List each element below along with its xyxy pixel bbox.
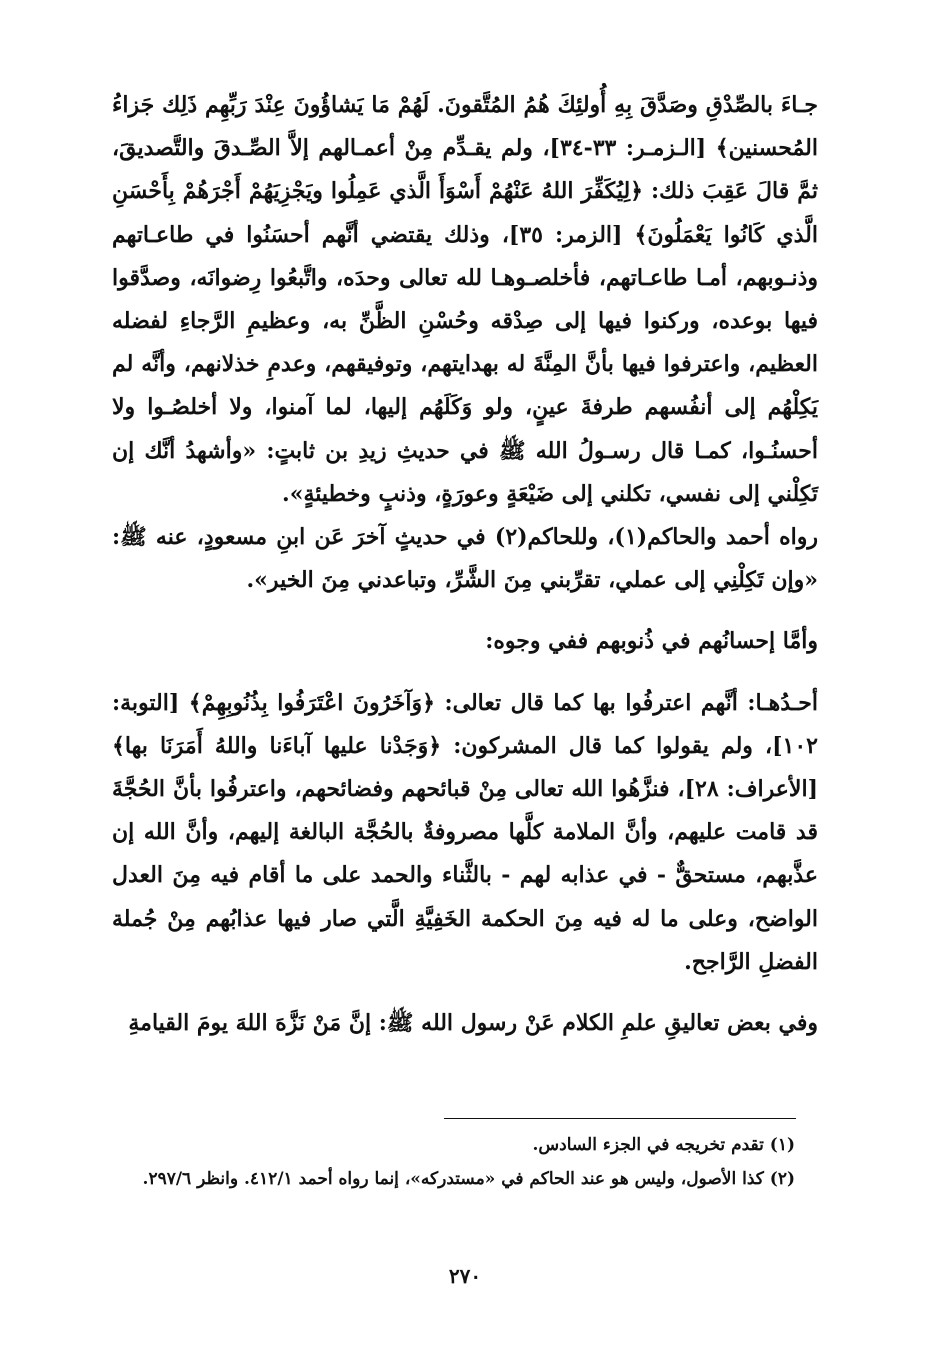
- paragraph-4: أحـدُهـا: أنَّهم اعترفُوا بها كما قال تعالى: ﴿وَآخَرُونَ اعْتَرَفُوا بِذُنُوبِهِمْ﴾ [التوبة: ١٠٢]، ولم يقولوا كما قال المشركون: ﴿وَجَدْنا عليها آباءَنا واللهُ أَمَرَنَا بها﴾ [الأعراف: ٢٨]، فنزَّهُوا الله تعالى مِنْ قبائحهم وفضائحهم، واعترفُوا بأنَّ الحُجَّةَ قد قامت عليهم، وأنَّ الملامة كلَّها مصروفةٌ بالحُجَّة البالغة إليهم، وأنَّ الله إن عذَّبهم، مستحقٌّ - في عذابه لهم - بالثَّناء والحمد على ما أقام فيه مِنَ العدل الواضح، وعلى ما له فيه مِنَ الحكمة الخَفِيَّةِ الَّتي صار فيها عذابُهم مِنْ جُملة الفضلِ الرَّاجح.: [112, 689, 818, 975]
- page-number: ٢٧٠: [448, 1264, 482, 1288]
- paragraph-gap: [112, 602, 818, 620]
- footnote-divider: [444, 1118, 796, 1119]
- paragraph-2: رواه أحمد والحاكم(١)، وللحاكم(٢) في حديثٍ آخرَ عَن ابنِ مسعودٍ، عنه ﷺ: «وإن تَكِلْنِي إلى عملي، تقرِّبني مِنَ الشَّرِّ، وتباعدني مِنَ الخير».: [112, 524, 818, 594]
- footnotes: [112, 1130, 795, 1198]
- paragraph-gap: [112, 984, 818, 1002]
- paragraph-5: وفي بعض تعاليقِ علمِ الكلام عَنْ رسول الله ﷺ: إنَّ مَنْ نَزَّهَ اللهَ يومَ القيامةِ: [128, 1010, 818, 1037]
- footnote-1: (١) تقدم تخريجه في الجزء السادس.: [532, 1135, 795, 1155]
- paragraph-3: وأمَّا إحسانُهم في ذُنوبهم ففي وجوه:: [485, 628, 818, 655]
- paragraph-gap: [112, 664, 818, 682]
- footnote-2: (٢) كذا الأصول، وليس هو عند الحاكم في «مستدركه»، إنما رواه أحمد ٤١٢/١. وانظر ٢٩٧/٦.: [142, 1169, 795, 1189]
- paragraph-1: جـاءَ بالصِّدْقِ وصَدَّقَ بِهِ أُولئِكَ هُمُ المُتَّقونَ. لَهُمْ مَا يَشاؤُونَ عِنْدَ رَبِّهِم ذَلِك جَزاءُ المُحسنين﴾ [الـزمـر: ٣٣-٣٤]، ولم يقـدِّم مِنْ أعمـالهم إلاَّ الصِّـدقَ والتَّصديقَ، ثمَّ قالَ عَقِبَ ذلك: ﴿لِيُكَفِّرَ اللهُ عَنْهُمْ أَسْوَأَ الَّذي عَمِلُوا ويَجْزِيَهُمْ أَجْرَهُمْ بِأَحْسَنِ الَّذي كَانُوا يَعْمَلُونَ﴾ [الزمر: ٣٥]، وذلك يقتضي أنَّهم أحسَنُوا في طاعـاتهم وذنـوبهم، أمـا طاعـاتهم، فأخلصـوهـا لله تعالى وحدَه، واتَّبعُوا رِضوانَه، وصدَّقوا فيها بوعده، وركنوا فيها إلى صِدْقه وحُسْنِ الظَّنِّ به، وعظيمِ الرَّجاءِ لفضله العظيم، واعترفوا فيها بأنَّ المِنَّةَ له بهدايتهم، وتوفيقهم، وعدمِ خذلانهم، وأنَّه لم يَكِلْهُم إلى أنفُسهم طرفةَ عينٍ، ولو وَكَلَهُم إليها، لما آمنوا، ولا أخلصُـوا ولا أحسنُـوا، كمـا قال رسـولُ الله ﷺ في حديثِ زيدِ بن ثابتٍ: «وأشهدُ أنَّك إن تَكِلْني إلى نفسي، تكلني إلى ضَيْعَةٍ وعورَةٍ، وذنبٍ وخطيئةٍ».: [112, 92, 819, 507]
- main-text: [112, 84, 818, 1045]
